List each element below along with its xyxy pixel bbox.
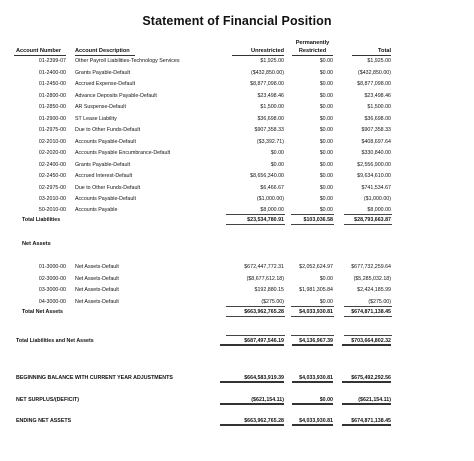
account-number: 02-2010-00 <box>38 138 66 145</box>
unrestricted-value: $8,656,340.00 <box>250 173 284 179</box>
table-row <box>0 274 474 284</box>
account-number: 01-2450-00 <box>38 81 66 87</box>
account-number: 02-2450-00 <box>38 173 66 179</box>
ending-net-assets-restricted: $4,033,930.81 <box>292 418 333 426</box>
restricted-value: $0.00 <box>319 196 333 202</box>
total-value: $1,925.00 <box>367 58 391 64</box>
unrestricted-value: $192,880.15 <box>254 287 284 293</box>
beginning-balance-restricted: $4,033,930.81 <box>292 375 333 383</box>
restricted-value: $0.00 <box>319 69 333 76</box>
restricted-value: $0.00 <box>319 298 333 305</box>
restricted-value: $0.00 <box>319 150 333 156</box>
total-value: $741,534.67 <box>361 184 391 191</box>
total-liabilities-row <box>0 215 474 225</box>
account-number: 01-2975-00 <box>38 127 66 133</box>
total-value: $907,358.33 <box>361 127 391 133</box>
account-description: Due to Other Funds-Default <box>75 184 141 191</box>
total-value: $1,500.00 <box>367 104 391 110</box>
header-restricted: Restricted <box>298 48 327 54</box>
account-description: Grants Payable-Default <box>75 161 131 168</box>
unrestricted-value: $1,500.00 <box>260 104 284 110</box>
unrestricted-value: $1,925.00 <box>260 58 284 64</box>
total-value: $36,698.00 <box>364 115 391 122</box>
account-description: Accounts Payable-Default <box>75 138 136 145</box>
table-row <box>0 285 474 295</box>
header-account-description: Account Description <box>75 48 130 54</box>
total-net-assets-total: $674,871,138.45 <box>351 308 391 315</box>
account-description: Grants Payable-Default <box>75 69 131 76</box>
account-number: 02-2975-00 <box>38 184 66 191</box>
account-description: Accrued Interest-Default <box>75 173 133 179</box>
account-number: 02-3000-00 <box>38 275 66 282</box>
ending-net-assets-label: ENDING NET ASSETS <box>16 418 72 424</box>
table-row <box>0 114 474 124</box>
table-row <box>0 171 474 181</box>
restricted-value: $0.00 <box>319 207 333 213</box>
account-description: Accounts Payable-Default <box>75 196 136 202</box>
table-row <box>0 194 474 204</box>
account-description: Net Assets-Default <box>75 287 119 293</box>
total-value: $2,556,900.00 <box>357 161 391 168</box>
table-row <box>0 262 474 272</box>
unrestricted-value: $8,000.00 <box>260 207 284 213</box>
total-liabilities-label: Total Liabilities <box>22 216 61 223</box>
total-liab-net-total: $703,664,802.32 <box>342 338 391 346</box>
total-value: ($275.00) <box>368 298 391 305</box>
account-description: Accounts Payable <box>75 207 118 213</box>
table-row <box>0 160 474 170</box>
total-net-assets-label: Total Net Assets <box>22 308 63 315</box>
account-description: Advance Deposits Payable-Default <box>75 92 157 99</box>
total-value: ($5,285,032.18) <box>353 275 391 282</box>
header-unrestricted: Unrestricted <box>251 48 284 54</box>
table-row <box>0 91 474 101</box>
restricted-value: $0.00 <box>319 127 333 133</box>
total-value: $2,424,185.99 <box>357 287 391 293</box>
total-liabilities-unrestricted: $23,534,780.91 <box>247 216 284 223</box>
total-net-assets-restricted: $4,033,930.81 <box>299 308 333 315</box>
total-liab-net-restricted: $4,136,967.39 <box>292 338 333 346</box>
unrestricted-value: ($275.00) <box>261 298 284 305</box>
account-number: 01-2800-00 <box>38 92 66 99</box>
unrestricted-value: $23,498.46 <box>257 92 284 99</box>
restricted-value: $0.00 <box>319 104 333 110</box>
account-description: AR Suspense-Default <box>75 104 126 110</box>
beginning-balance-total: $675,492,292.56 <box>342 375 391 383</box>
net-surplus-restricted: $0.00 <box>292 397 333 405</box>
unrestricted-value: $6,466.67 <box>260 184 284 191</box>
total-value: $9,634,610.00 <box>357 173 391 179</box>
net-surplus-label: NET SURPLUS/(DEFICIT) <box>16 397 79 403</box>
restricted-value: $0.00 <box>319 115 333 122</box>
total-liabilities-net-assets-row <box>0 336 474 346</box>
table-row <box>0 183 474 193</box>
table-row <box>0 79 474 89</box>
restricted-value: $0.00 <box>319 81 333 87</box>
unrestricted-value: $907,358.33 <box>254 127 284 133</box>
account-number: 03-3000-00 <box>38 287 66 293</box>
account-description: Net Assets-Default <box>75 298 119 305</box>
table-row <box>0 56 474 66</box>
unrestricted-value: $36,698.00 <box>257 115 284 122</box>
restricted-value: $0.00 <box>319 184 333 191</box>
header-permanently: Permanently <box>295 40 330 46</box>
restricted-value: $0.00 <box>319 58 333 64</box>
table-row <box>0 137 474 147</box>
table-row <box>0 148 474 158</box>
restricted-value: $0.00 <box>319 138 333 145</box>
unrestricted-value: ($1,000.00) <box>256 196 284 202</box>
total-net-assets-row <box>0 307 474 317</box>
restricted-value: $1,981,305.84 <box>299 287 333 293</box>
account-description: Other Payroll Liabilities-Technology Services <box>75 58 180 64</box>
report-title: Statement of Financial Position <box>142 14 332 28</box>
account-description: Net Assets-Default <box>75 264 119 270</box>
total-value: $408,697.64 <box>361 138 391 145</box>
account-number: 02-2400-00 <box>38 161 66 168</box>
unrestricted-value: ($3,392.71) <box>256 138 284 145</box>
unrestricted-value: $672,447,772.31 <box>244 264 284 270</box>
unrestricted-value: $0.00 <box>270 150 284 156</box>
table-row <box>0 125 474 135</box>
total-liab-net-unrestricted: $687,497,546.19 <box>220 338 284 346</box>
account-number: 01-3000-00 <box>38 264 66 270</box>
total-value: $330,840.00 <box>361 150 391 156</box>
table-row <box>0 68 474 78</box>
account-number: 01-2850-00 <box>38 104 66 110</box>
total-net-assets-unrestricted: $663,962,765.28 <box>244 308 284 315</box>
total-value: $8,877,098.00 <box>357 81 391 87</box>
total-value: $23,498.46 <box>364 92 391 99</box>
account-number: 01-2900-00 <box>38 115 66 122</box>
header-account-number: Account Number <box>16 48 62 54</box>
header-total: Total <box>378 48 391 54</box>
account-number: 03-2010-00 <box>38 196 66 202</box>
restricted-value: $0.00 <box>319 275 333 282</box>
net-surplus-total: ($621,154.11) <box>342 397 391 405</box>
net-assets-heading: Net Assets <box>22 241 51 247</box>
ending-net-assets-total: $674,871,138.45 <box>342 418 391 426</box>
account-description: Due to Other Funds-Default <box>75 127 141 133</box>
total-value: ($1,000.00) <box>363 196 391 202</box>
unrestricted-value: ($432,850.00) <box>251 69 284 76</box>
account-description: ST Lease Liability <box>75 115 117 122</box>
total-value: $8,000.00 <box>367 207 391 213</box>
account-number: 01-2400-00 <box>38 69 66 76</box>
ending-net-assets-unrestricted: $663,962,765.28 <box>220 418 284 426</box>
total-liabilities-restricted: $103,036.58 <box>303 216 333 223</box>
unrestricted-value: $0.00 <box>270 161 284 168</box>
account-description: Accrued Expense-Default <box>75 81 136 87</box>
account-description: Net Assets-Default <box>75 275 119 282</box>
account-number: 50-2010-00 <box>38 207 66 213</box>
restricted-value: $0.00 <box>319 92 333 99</box>
total-liab-net-label: Total Liabilities and Net Assets <box>16 338 94 344</box>
total-value: ($432,850.00) <box>358 69 391 76</box>
restricted-value: $0.00 <box>319 161 333 168</box>
account-number: 01-2399-07 <box>38 58 66 64</box>
unrestricted-value: $8,877,098.00 <box>250 81 284 87</box>
beginning-balance-label: BEGINNING BALANCE WITH CURRENT YEAR ADJUSTMENTS <box>16 375 173 381</box>
total-value: $677,732,259.64 <box>351 264 391 270</box>
total-liabilities-total: $28,793,663.87 <box>354 216 391 223</box>
restricted-value: $0.00 <box>319 173 333 179</box>
account-description: Accounts Payable Encumbrance-Default <box>75 150 171 156</box>
restricted-value: $2,052,624.97 <box>299 264 333 270</box>
table-row <box>0 102 474 112</box>
account-number: 04-3000-00 <box>38 298 66 305</box>
beginning-balance-unrestricted: $664,583,919.39 <box>220 375 284 383</box>
account-number: 02-2020-00 <box>38 150 66 156</box>
unrestricted-value: ($8,677,612.18) <box>246 275 284 282</box>
net-surplus-unrestricted: ($621,154.11) <box>220 397 284 405</box>
